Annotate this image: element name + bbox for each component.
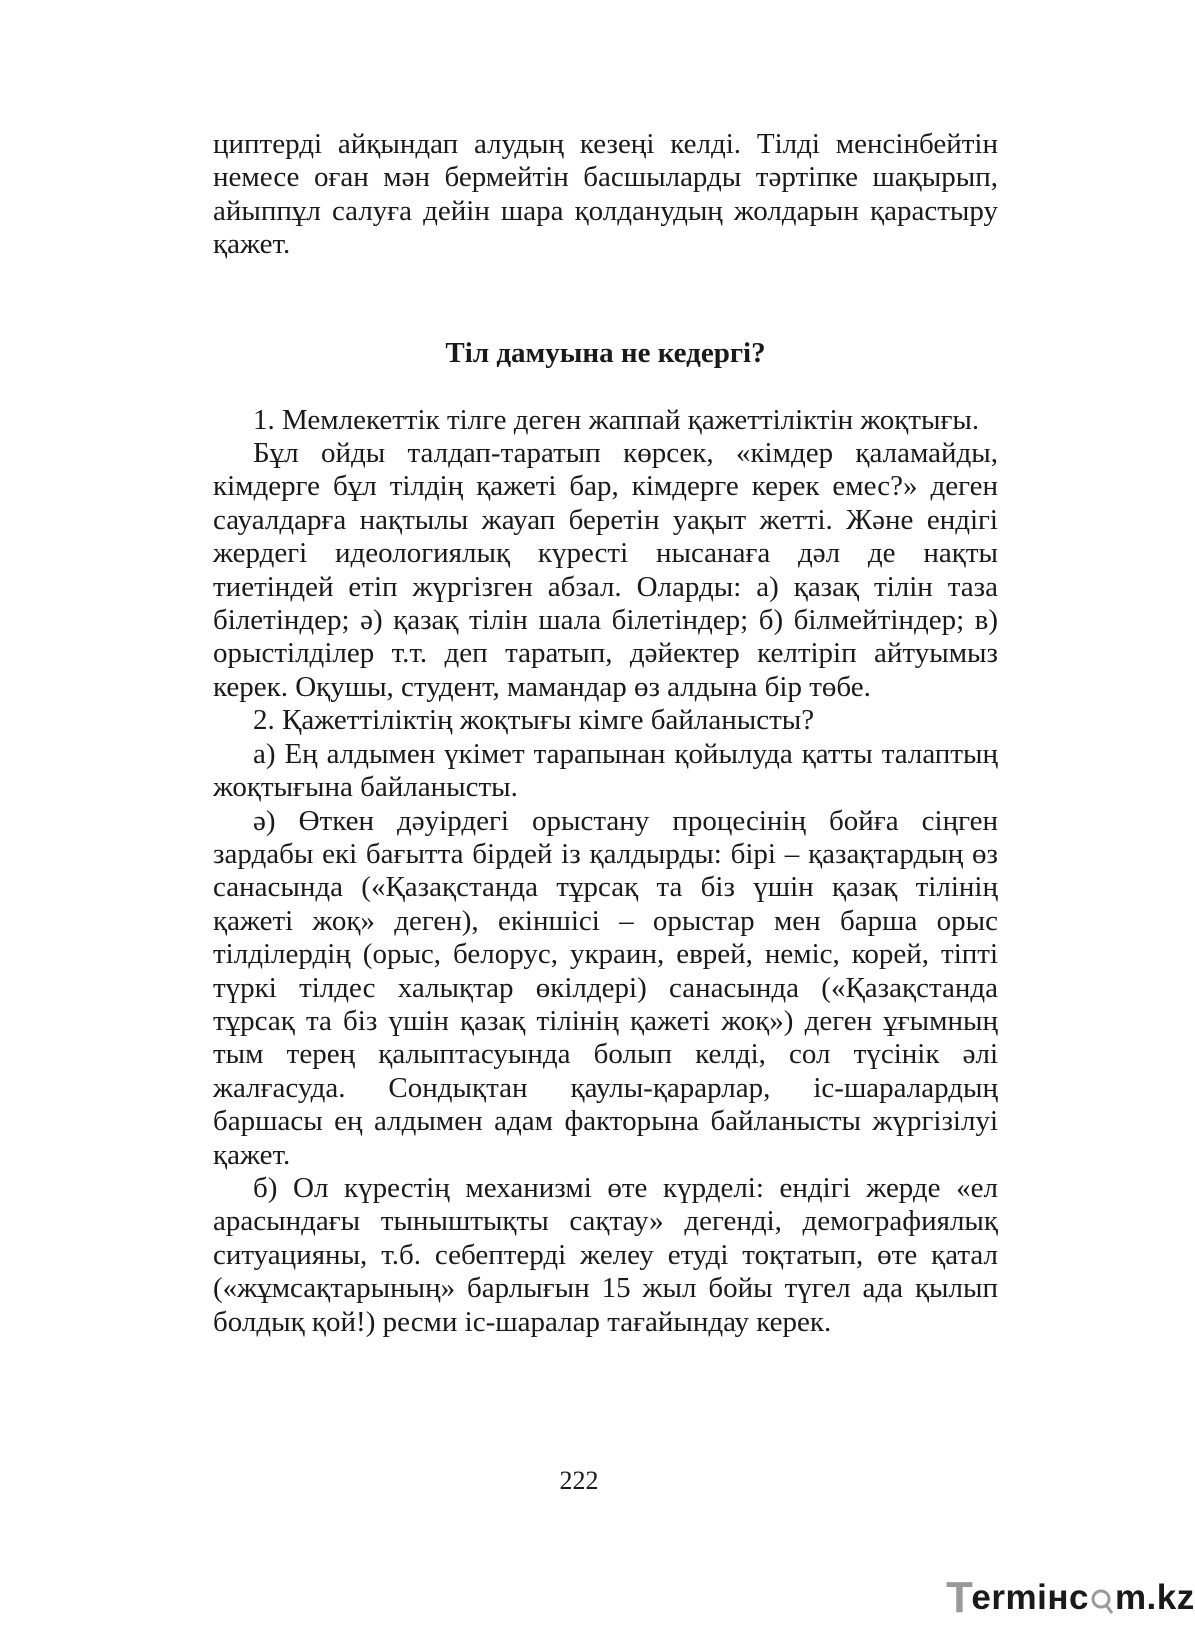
paragraph-1: 1. Мемлекеттік тілге деген жаппай қажеттіліктін жоқтығы.: [253, 403, 980, 436]
paragraph-6: б) Ол күрестің механизмі өте күрделі: ендігі жерде «ел арасындағы тыныштықты сақтау» дегенді, демографиялық ситуацияны, т.б. себептерді желеу етуді тоқтатып, өте қатал («жұмсақтарының» барлығын 15 жыл бойы түгел ада қылып болдық қой!) ресми іс-шаралар тағайындау керек.: [213, 1171, 998, 1338]
watermark-middle: ermінc: [971, 1578, 1089, 1617]
page-number: 222: [559, 1466, 599, 1495]
section-heading: Тіл дамуына не кедергі?: [445, 336, 766, 369]
paragraph-5: ә) Өткен дәуірдегі орыстану процесінің бойға сіңген зардабы екі бағытта бірдей із қалдырды: бірі – қазақтардың өз санасында («Қазақстанда тұрсақ та біз үшін қазақ тілінің қажеті жоқ» деген), екіншісі – орыстар мен барша орыс тілділердің (орыс, белорус, украин, еврей, неміс, корей, тіпті түркі тілдес халықтар өкілдері) санасында («Қазақстанда тұрсақ та біз үшін қазақ тілінің қажеті жоқ») деген ұғымның тым терең қалыптасуында болып келді, сол түсінік әлі жалғасуда. Сондықтан қаулы-қарарлар, іс-шаралардың баршасы ең алдымен адам факторына байланысты жүргізілуі қажет.: [213, 804, 998, 1171]
watermark-initial: T: [946, 1573, 974, 1622]
watermark-end: m.kz: [1114, 1578, 1195, 1617]
paragraph-4: а) Ең алдымен үкімет тарапынан қойылуда қатты талаптың жоқтығына байланысты.: [213, 737, 998, 804]
paragraph-2: Бұл ойды талдап-таратып көрсек, «кімдер қаламайды, кімдерге бұл тілдің қажеті бар, кімдерге керек емес?» деген сауалдарға нақтылы жауап беретін уақыт жетті. Және ендігі жердегі идеологиялық күресті нысанаға дәл де нақты тиетіндей етіп жүргізген абзал. Оларды: а) қазақ тілін таза білетіндер; ә) қазақ тілін шала білетіндер; б) білмейтіндер; в) орыстілділер т.т. деп таратып, дәйектер келтіріп айтуымыз керек. Оқушы, студент, мамандар өз алдына бір төбе.: [213, 437, 998, 703]
paragraph-3: 2. Қажеттіліктің жоқтығы кімге байланысты?: [253, 704, 815, 737]
watermark-logo: [946, 1573, 1195, 1622]
magnifier-icon: [1090, 1584, 1114, 1612]
intro-paragraph: циптерді айқындап алудың кезеңі келді. Тілді менсінбейтін немесе оған мән бермейтін басшыларды тәртіпке шақырып, айыппұл салуға дейін шара қолданудың жолдарын қарастыру қажет.: [213, 128, 998, 261]
page-body: [213, 128, 998, 1339]
